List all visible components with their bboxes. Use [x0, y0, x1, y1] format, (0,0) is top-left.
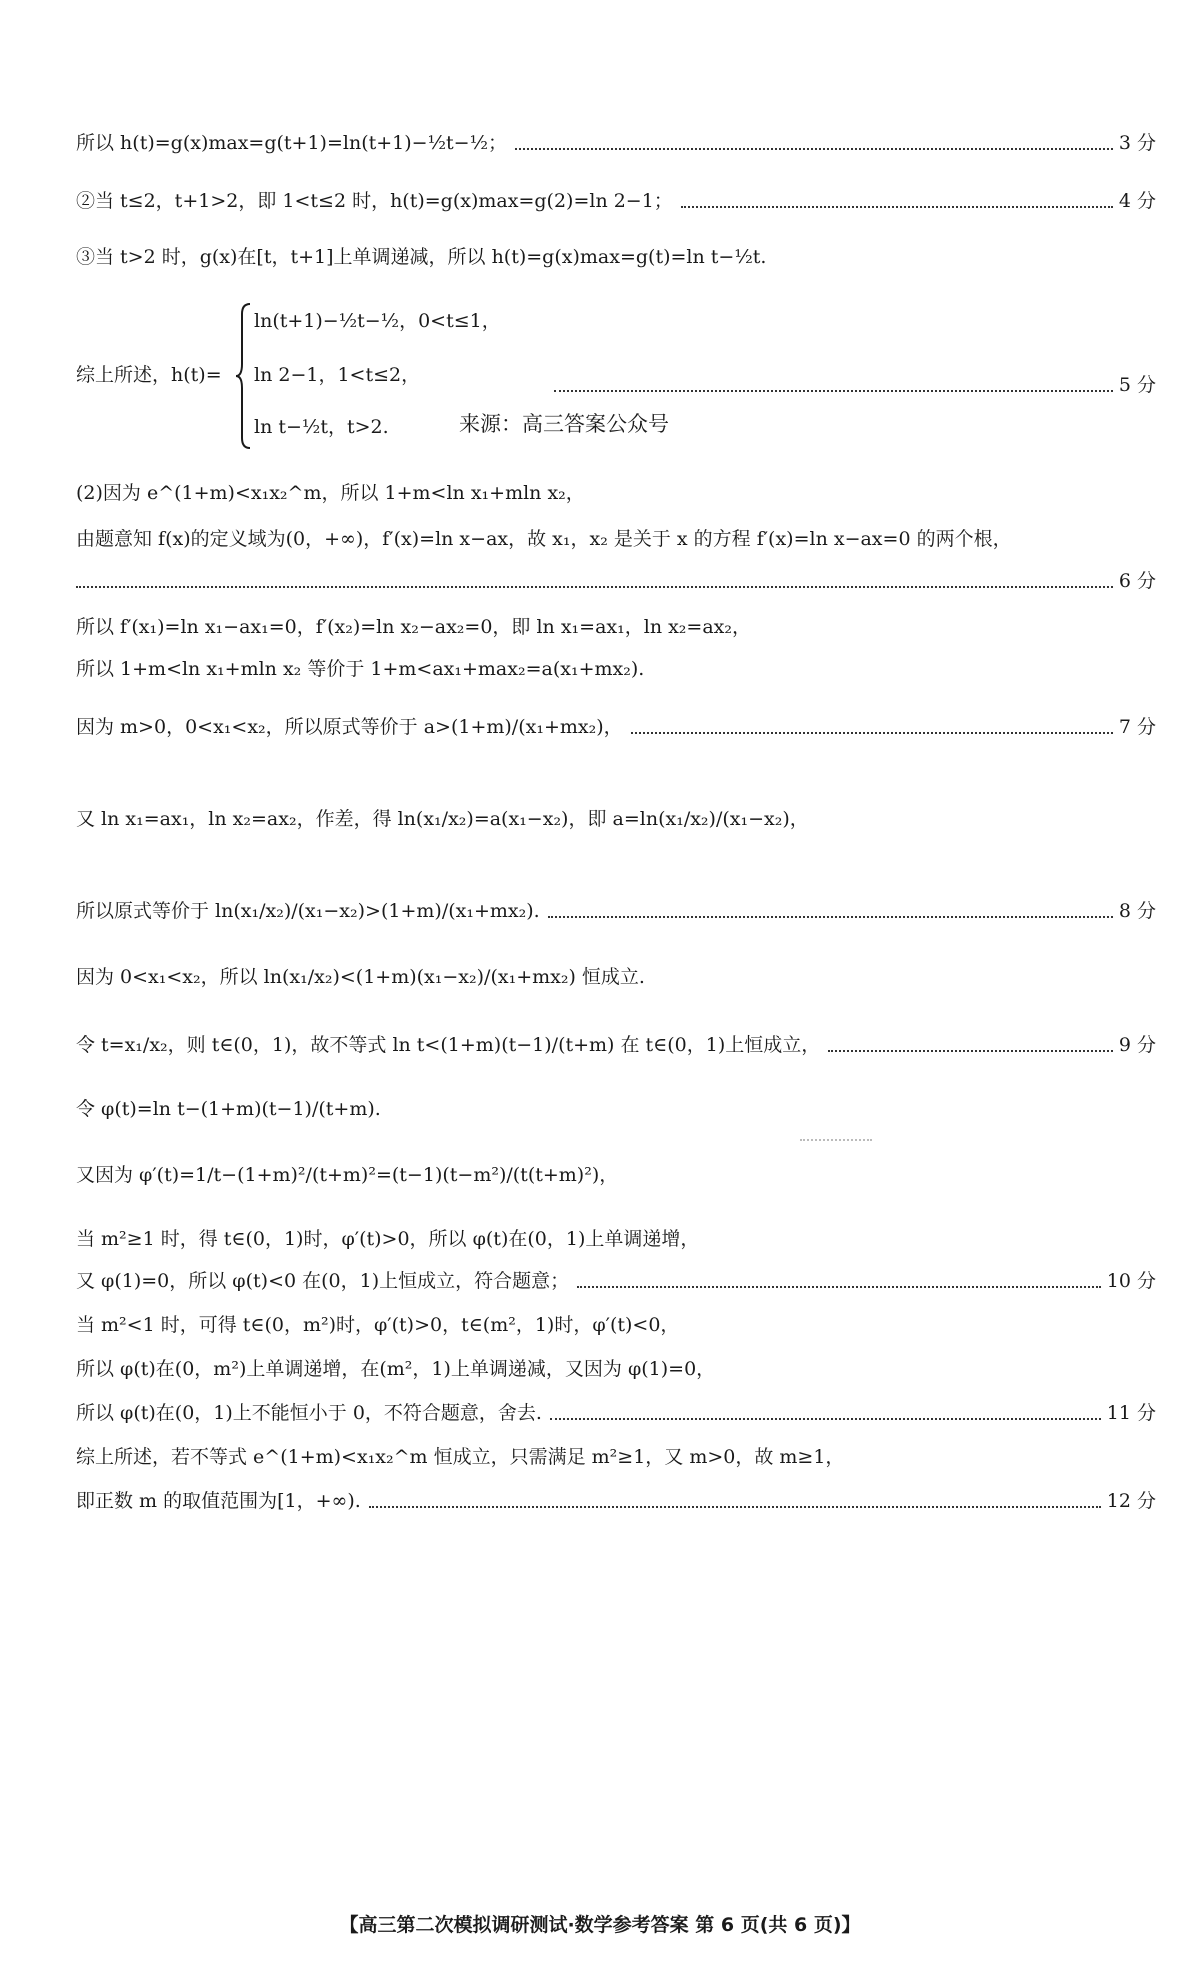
line-text: ②当 t≤2，t+1>2，即 1<t≤2 时，h(t)=g(x)max=g(2)=ln 2−1；	[76, 190, 673, 212]
line-text: 又 φ(1)=0，所以 φ(t)<0 在(0，1)上恒成立，符合题意；	[76, 1270, 570, 1292]
score-mark: 3 分	[1118, 132, 1156, 154]
score-mark: 8 分	[1118, 900, 1156, 922]
line-text: ③当 t>2 时，g(x)在[t，t+1]上单调递减，所以 h(t)=g(x)max=g(t)=ln t−½t.	[76, 246, 767, 268]
score-mark: 6 分	[1118, 570, 1156, 592]
scan-speck	[800, 1136, 872, 1141]
solution-line	[76, 1310, 1156, 1337]
solution-line	[76, 478, 1156, 505]
solution-line	[76, 524, 1156, 551]
line-text: 由题意知 f(x)的定义域为(0，+∞)，f′(x)=ln x−ax，故 x₁，x₂ 是关于 x 的方程 f′(x)=ln x−ax=0 的两个根，	[76, 528, 1012, 550]
score-mark: 10 分	[1106, 1270, 1156, 1292]
solution-line	[76, 1266, 1156, 1293]
leader-dots	[548, 916, 1113, 918]
solution-line	[76, 186, 1156, 213]
line-text: 所以原式等价于 ln(x₁/x₂)/(x₁−x₂)>(1+m)/(x₁+mx₂).	[76, 900, 540, 922]
solution-line	[76, 1442, 1156, 1469]
line-text: 所以 1+m<ln x₁+mln x₂ 等价于 1+m<ax₁+max₂=a(x₁+mx₂).	[76, 658, 645, 680]
score-mark: 4 分	[1118, 190, 1156, 212]
line-text: 令 φ(t)=ln t−(1+m)(t−1)/(t+m).	[76, 1098, 381, 1120]
line-text: 当 m²≥1 时，得 t∈(0，1)时，φ′(t)>0，所以 φ(t)在(0，1)上单调递增，	[76, 1228, 700, 1250]
leader-dots	[631, 732, 1113, 734]
line-text: 令 t=x₁/x₂，则 t∈(0，1)，故不等式 ln t<(1+m)(t−1)/(t+m) 在 t∈(0，1)上恒成立，	[76, 1034, 821, 1056]
left-brace-icon	[234, 302, 254, 450]
leader-dots	[554, 390, 1113, 392]
page-footer: 【高三第二次模拟调研测试·数学参考答案 第 6 页(共 6 页)】	[339, 1914, 861, 1936]
line-text: 所以 φ(t)在(0，m²)上单调递增，在(m²，1)上单调递减，又因为 φ(1)=0，	[76, 1358, 716, 1380]
line-text: 所以 h(t)=g(x)max=g(t+1)=ln(t+1)−½t−½；	[76, 132, 507, 154]
solution-line	[76, 1160, 1156, 1187]
solution-line	[76, 1354, 1156, 1381]
solution-line	[76, 1398, 1156, 1425]
solution-line	[76, 128, 1156, 155]
line-text: (2)因为 e^(1+m)<x₁x₂^m，所以 1+m<ln x₁+mln x₂，	[76, 482, 585, 504]
piecewise-case: ln t−½t，t>2.	[254, 416, 389, 438]
leader-dots	[577, 1286, 1101, 1288]
line-text: 所以 φ(t)在(0，1)上不能恒小于 0，不符合题意，舍去.	[76, 1402, 542, 1424]
score-mark: 12 分	[1106, 1490, 1156, 1512]
source-watermark: 来源：高三答案公众号	[459, 412, 669, 436]
solution-line	[76, 566, 1156, 593]
leader-dots	[369, 1506, 1101, 1508]
solution-line	[76, 712, 1156, 739]
line-text: 综上所述，若不等式 e^(1+m)<x₁x₂^m 恒成立，只需满足 m²≥1，又 m>0，故 m≥1，	[76, 1446, 845, 1468]
solution-line	[76, 1224, 1156, 1251]
line-text: 因为 0<x₁<x₂，所以 ln(x₁/x₂)<(1+m)(x₁−x₂)/(x₁+mx₂) 恒成立.	[76, 966, 645, 988]
line-text: 当 m²<1 时，可得 t∈(0，m²)时，φ′(t)>0，t∈(m²，1)时，φ′(t)<0，	[76, 1314, 680, 1336]
solution-line	[76, 1094, 1156, 1121]
leader-dots	[828, 1050, 1113, 1052]
leader-dots	[76, 586, 1113, 588]
score-mark: 9 分	[1118, 1034, 1156, 1056]
piecewise-case: ln 2−1，1<t≤2，	[254, 364, 421, 386]
solution-line	[76, 654, 1156, 681]
line-text: 又因为 φ′(t)=1/t−(1+m)²/(t+m)²=(t−1)(t−m²)/(t(t+m)²)，	[76, 1164, 619, 1186]
piecewise-label: 综上所述，h(t)=	[76, 364, 222, 386]
piecewise-function	[76, 302, 1156, 450]
line-text: 因为 m>0，0<x₁<x₂，所以原式等价于 a>(1+m)/(x₁+mx₂)，	[76, 716, 623, 738]
leader-dots	[681, 206, 1113, 208]
solution-line	[76, 1486, 1156, 1513]
line-text: 所以 f′(x₁)=ln x₁−ax₁=0，f′(x₂)=ln x₂−ax₂=0，即 ln x₁=ax₁，ln x₂=ax₂，	[76, 616, 752, 638]
solution-line	[76, 896, 1156, 923]
score-mark: 7 分	[1118, 716, 1156, 738]
solution-line	[76, 804, 1156, 831]
score-mark: 11 分	[1106, 1402, 1156, 1424]
solution-line	[76, 242, 1156, 269]
solution-line	[76, 962, 1156, 989]
piecewise-score-row	[546, 370, 1156, 397]
piecewise-case: ln(t+1)−½t−½，0<t≤1，	[254, 310, 501, 332]
leader-dots	[550, 1418, 1101, 1420]
line-text: 即正数 m 的取值范围为[1，+∞).	[76, 1490, 361, 1512]
line-text: 又 ln x₁=ax₁，ln x₂=ax₂，作差，得 ln(x₁/x₂)=a(x₁−x₂)，即 a=ln(x₁/x₂)/(x₁−x₂)，	[76, 808, 809, 830]
score-mark: 5 分	[1118, 374, 1156, 396]
solution-line	[76, 1030, 1156, 1057]
leader-dots	[515, 148, 1113, 150]
solution-line	[76, 612, 1156, 639]
